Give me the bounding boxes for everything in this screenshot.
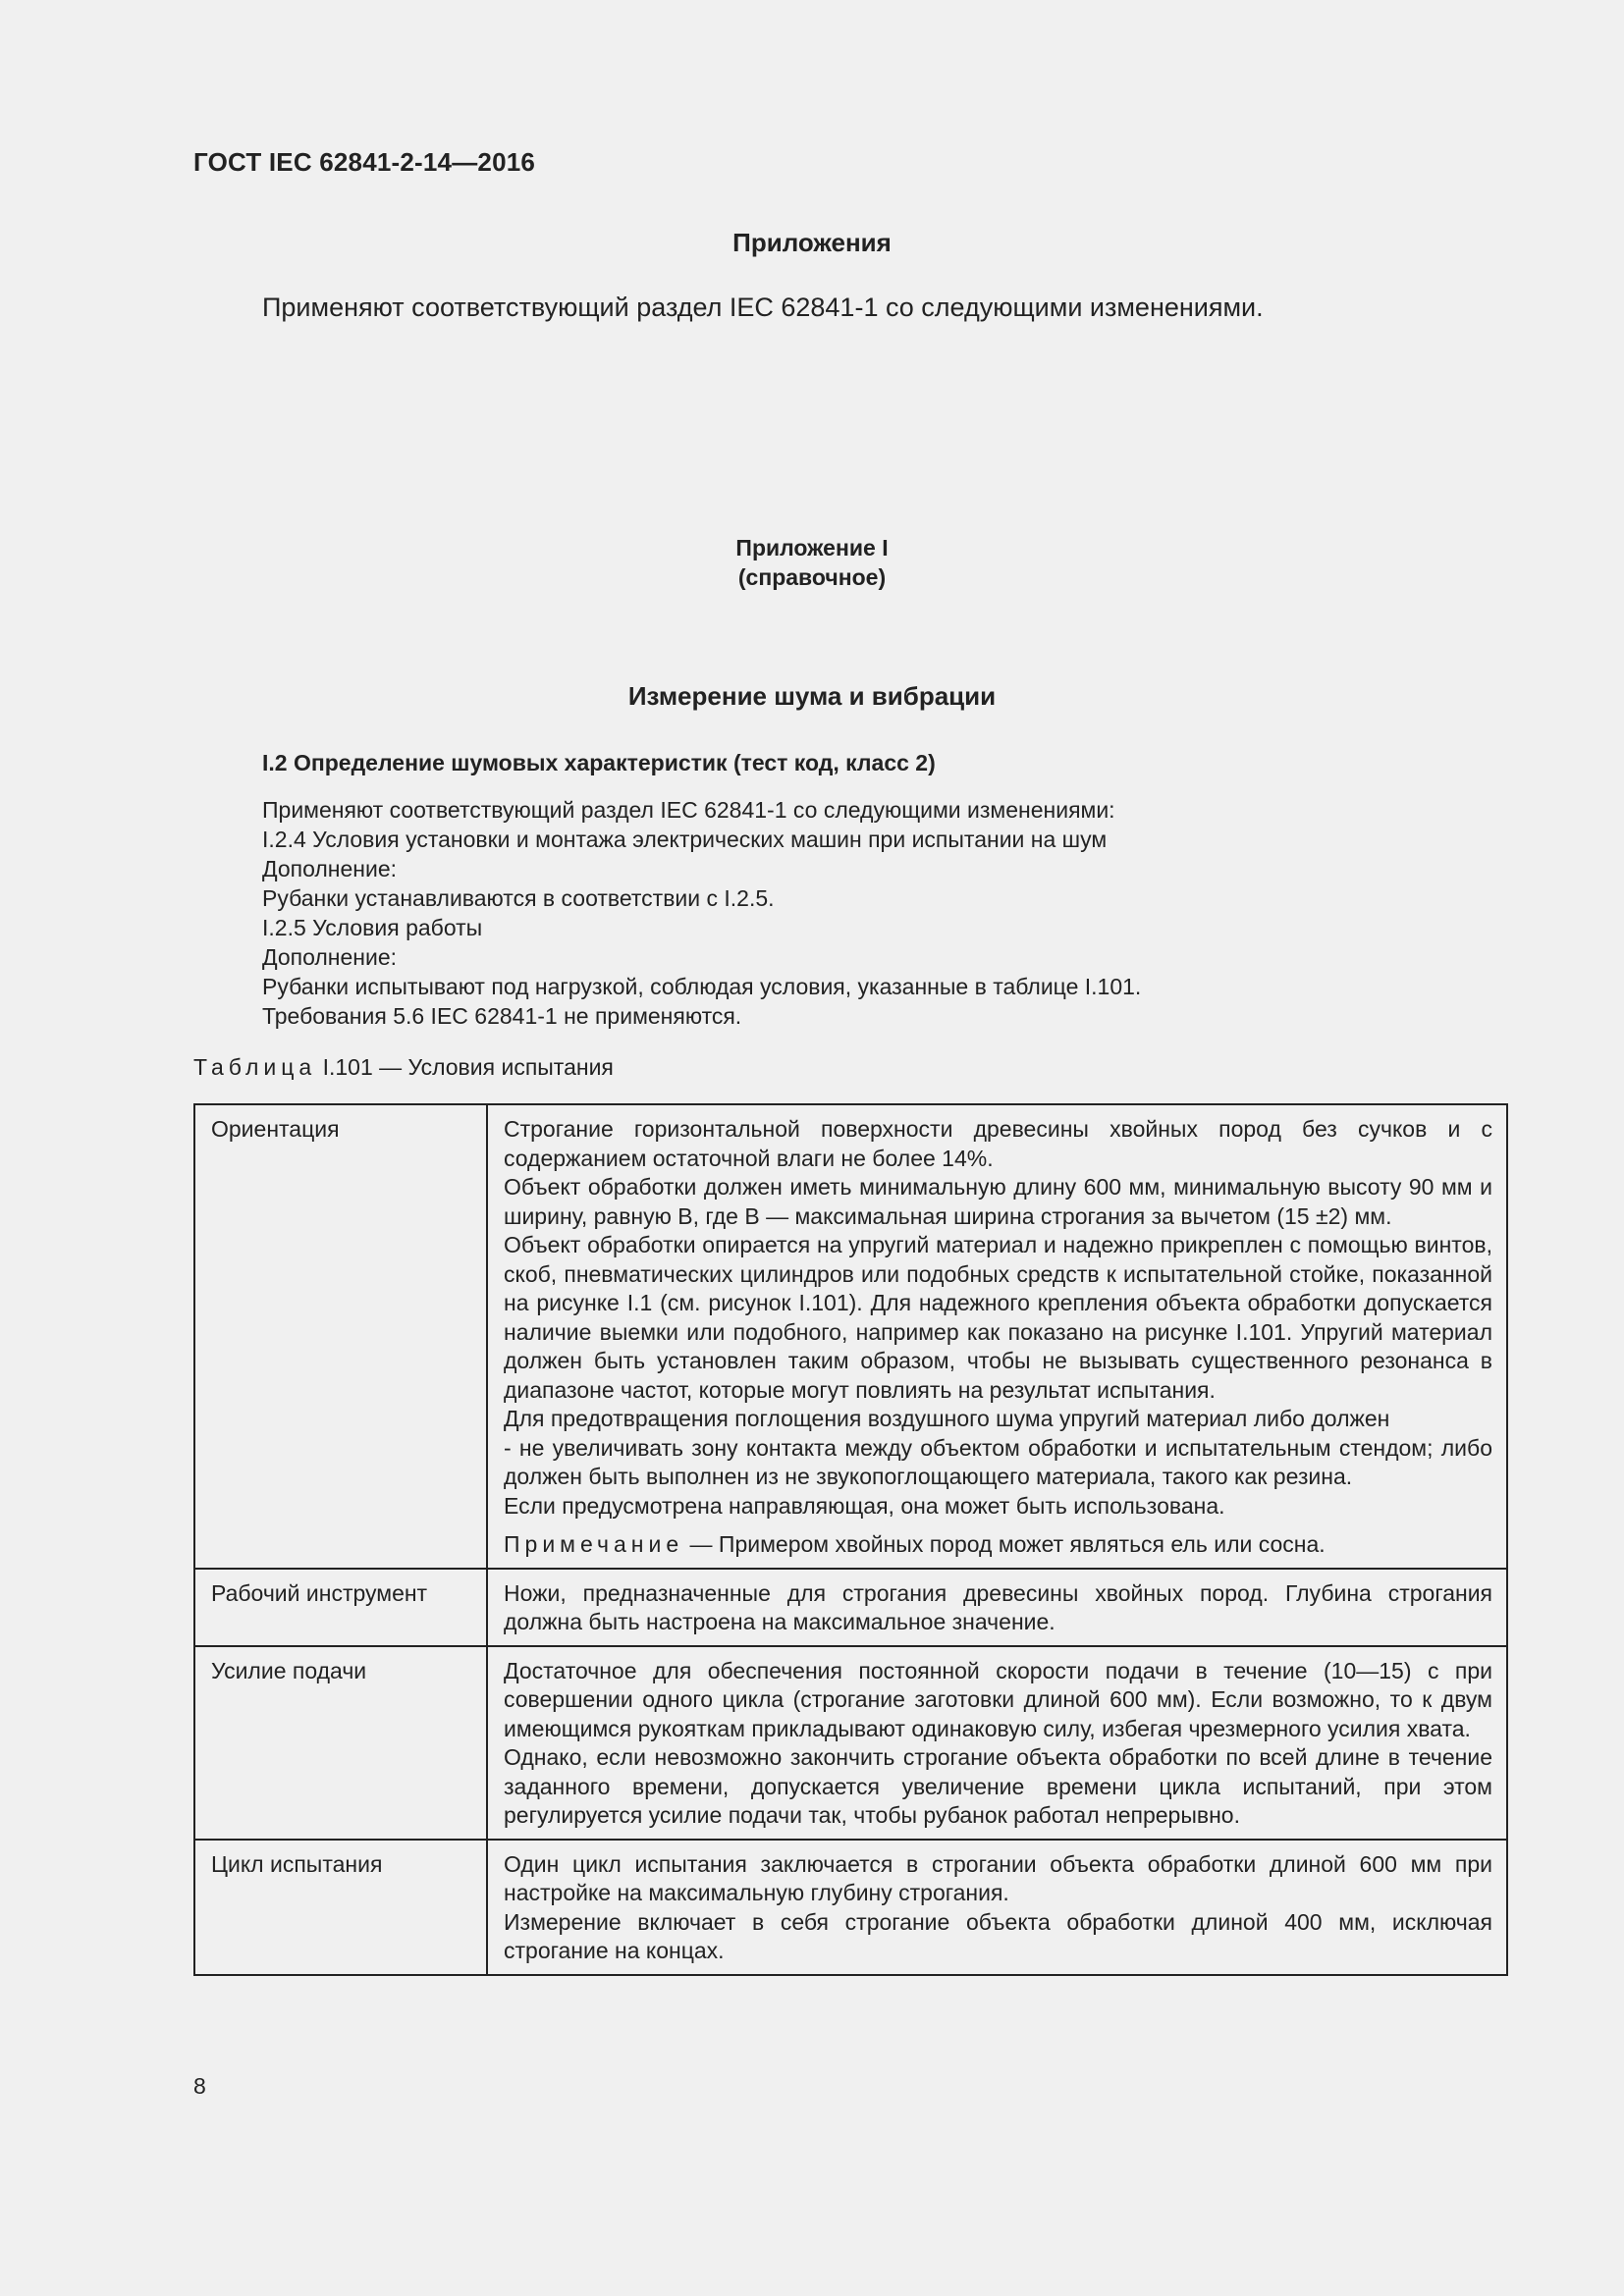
body-line: I.2.5 Условия работы [262, 915, 483, 940]
row-content [487, 1646, 1507, 1840]
table-row [194, 1569, 1507, 1646]
body-line: Дополнение: [262, 856, 398, 881]
body-line: I.2.4 Условия установки и монтажа электрических машин при испытании на шум [262, 827, 1108, 852]
row-label: Цикл испытания [194, 1840, 487, 1975]
row-paragraph: Однако, если невозможно закончить строгание объекта обработки по всей длине в течение заданного времени, допускается увеличение времени цикла испытаний, при этом регулируется усилие подачи так, чтобы рубанок работал непрерывно. [504, 1744, 1492, 1828]
body-line: Требования 5.6 IEC 62841-1 не применяются. [262, 1003, 742, 1029]
row-content [487, 1104, 1507, 1569]
body-line: Рубанки испытывают под нагрузкой, соблюдая условия, указанные в таблице I.101. [262, 974, 1142, 999]
table-caption-text: I.101 — Условия испытания [322, 1054, 614, 1080]
page-number: 8 [193, 2073, 206, 2099]
row-paragraph: - не увеличивать зону контакта между объектом обработки и испытательным стендом; либо должен быть выполнен из не звукопоглощающего материала, такого как резина. [504, 1434, 1492, 1489]
annex-title: Приложение I [735, 535, 889, 561]
row-content [487, 1569, 1507, 1646]
body-line: Применяют соответствующий раздел IEC 62841-1 со следующими изменениями: [262, 797, 1115, 823]
table-row [194, 1104, 1507, 1569]
section-i2-title: I.2 Определение шумовых характеристик (тест код, класс 2) [262, 750, 936, 775]
document-code: ГОСТ IEC 62841-2-14—2016 [193, 147, 536, 177]
table-caption-word: Таблица [193, 1054, 317, 1080]
note-word: Примечание [504, 1531, 684, 1557]
annex-subtitle: (справочное) [737, 564, 887, 590]
row-paragraph: Строгание горизонтальной поверхности древесины хвойных пород без сучков и с содержанием остаточной влаги не более 14%. [504, 1116, 1492, 1171]
note-text: — Примером хвойных пород может являться ель или сосна. [683, 1531, 1326, 1557]
table-caption [193, 1054, 614, 1081]
row-paragraph: Для предотвращения поглощения воздушного шума упругий материал либо должен [504, 1406, 1390, 1431]
row-content [487, 1840, 1507, 1975]
appendices-title: Приложения [732, 228, 892, 257]
test-conditions-table [193, 1103, 1508, 1976]
table-row [194, 1646, 1507, 1840]
row-label: Усилие подачи [194, 1646, 487, 1840]
table-row [194, 1840, 1507, 1975]
row-paragraph: Достаточное для обеспечения постоянной скорости подачи в течение (10—15) с при совершении одного цикла (строгание заготовки длиной 600 мм). Если возможно, то к двум имеющимся рукояткам прикладывают одинаковую силу, избегая чрезмерного усилия хвата. [504, 1657, 1492, 1741]
row-paragraph: Если предусмотрена направляющая, она может быть использована. [504, 1492, 1225, 1519]
body-line: Дополнение: [262, 944, 398, 970]
row-note [504, 1530, 1492, 1560]
annex-heading: Измерение шума и вибрации [627, 681, 997, 711]
row-label: Рабочий инструмент [194, 1569, 487, 1646]
section-i2-body [262, 795, 1141, 1031]
row-paragraph: Объект обработки должен иметь минимальную длину 600 мм, минимальную высоту 90 мм и ширину, равную B, где B — максимальная ширина строгания за вычетом (15 ±2) мм. [504, 1174, 1492, 1229]
row-label: Ориентация [194, 1104, 487, 1569]
row-paragraph: Ножи, предназначенные для строгания древесины хвойных пород. Глубина строгания должна быть настроена на максимальное значение. [504, 1579, 1492, 1634]
row-paragraph: Объект обработки опирается на упругий материал и надежно прикреплен с помощью винтов, скоб, пневматических цилиндров или подобных средств к испытательной стойке, показанной на рисунке I.1 (см. рисунок I.101). Для надежного крепления объекта обработки допускается наличие выемки или подобного, например как показано на рисунке I.101. Упругий материал должен быть установлен таким образом, чтобы не вызывать существенного резонанса в диапазоне частот, которые могут повлиять на результат испытания. [504, 1232, 1492, 1403]
appendices-intro: Применяют соответствующий раздел IEC 62841-1 со следующими изменениями. [262, 293, 1264, 322]
row-paragraph: Один цикл испытания заключается в строгании объекта обработки длиной 600 мм при настройке на максимальную глубину строгания. [504, 1850, 1492, 1905]
body-line: Рубанки устанавливаются в соответствии с I.2.5. [262, 885, 775, 911]
row-paragraph: Измерение включает в себя строгание объекта обработки длиной 400 мм, исключая строгание на концах. [504, 1908, 1492, 1963]
